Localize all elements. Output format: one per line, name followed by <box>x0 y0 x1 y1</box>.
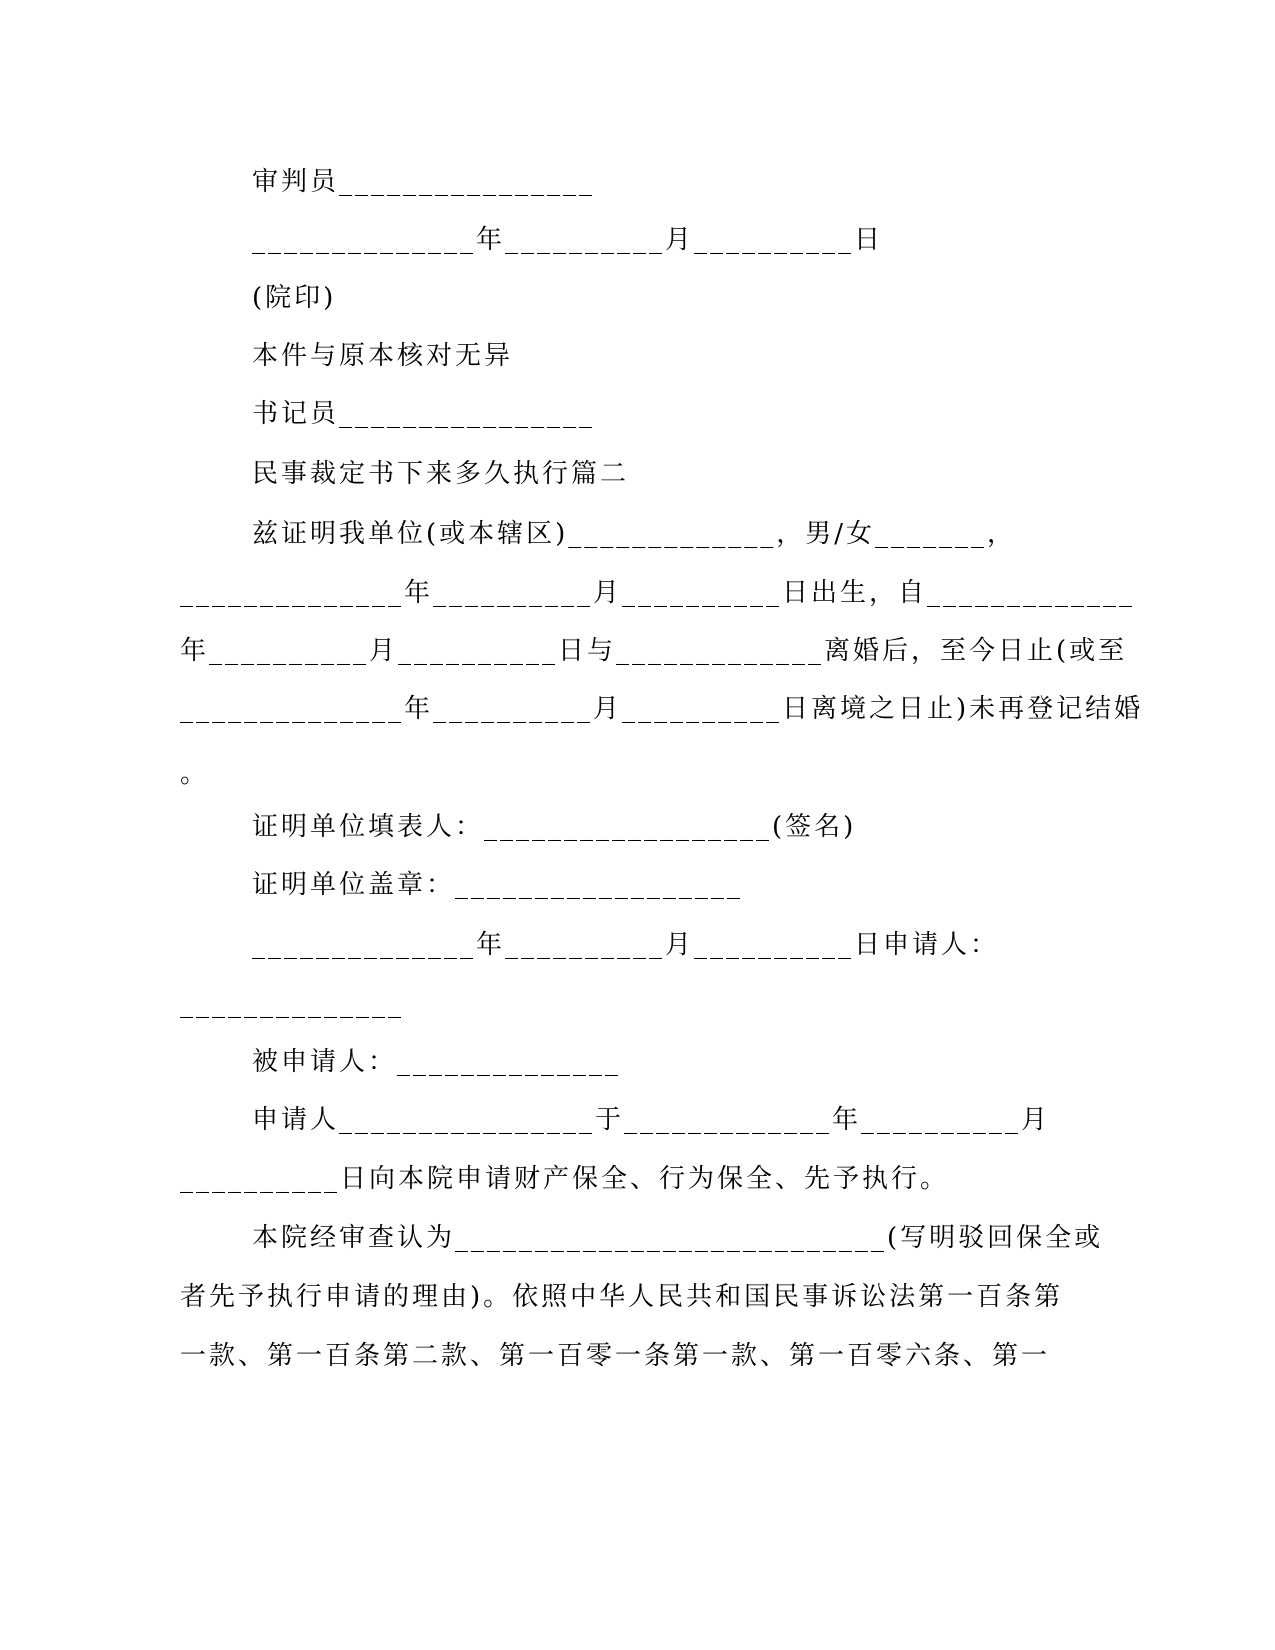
date-line: ______________年__________月__________日 <box>252 225 884 255</box>
section-heading: 民事裁定书下来多久执行篇二 <box>252 459 630 489</box>
verification-line: 本件与原本核对无异 <box>252 341 514 371</box>
form-filler-line: 证明单位填表人：__________________(签名) <box>252 812 857 842</box>
applicant-date-line: ______________年__________月__________日申请人： <box>252 930 1000 960</box>
certificate-line-2: ______________年__________月__________日出生，自_____________ <box>180 578 1136 608</box>
review-line-1: 本院经审查认为___________________________(写明驳回保全或 <box>252 1223 1104 1253</box>
applicant-blank-line: ______________ <box>180 989 404 1019</box>
court-seal-line: (院印) <box>252 283 337 313</box>
clerk-line: 书记员________________ <box>252 399 596 429</box>
judge-line: 审判员________________ <box>252 167 596 197</box>
respondent-line: 被申请人：______________ <box>252 1047 622 1077</box>
unit-seal-line: 证明单位盖章：__________________ <box>252 870 744 900</box>
certificate-line-4: ______________年__________月__________日离境之日止)未再登记结婚 <box>180 694 1144 724</box>
application-line-1: 申请人________________于_____________年__________月 <box>252 1105 1051 1135</box>
review-line-3: 一款、第一百条第二款、第一百零一条第一款、第一百零六条、第一 <box>180 1341 1051 1371</box>
certificate-line-5: 。 <box>180 759 210 789</box>
review-line-2: 者先予执行申请的理由)。依照中华人民共和国民事诉讼法第一百条第 <box>180 1282 1064 1312</box>
application-line-2: __________日向本院申请财产保全、行为保全、先予执行。 <box>180 1164 950 1194</box>
certificate-line-3: 年__________月__________日与_____________离婚后，至今日止(或至 <box>180 636 1128 666</box>
certificate-line-1: 兹证明我单位(或本辖区)_____________，男/女_______， <box>252 519 1017 549</box>
